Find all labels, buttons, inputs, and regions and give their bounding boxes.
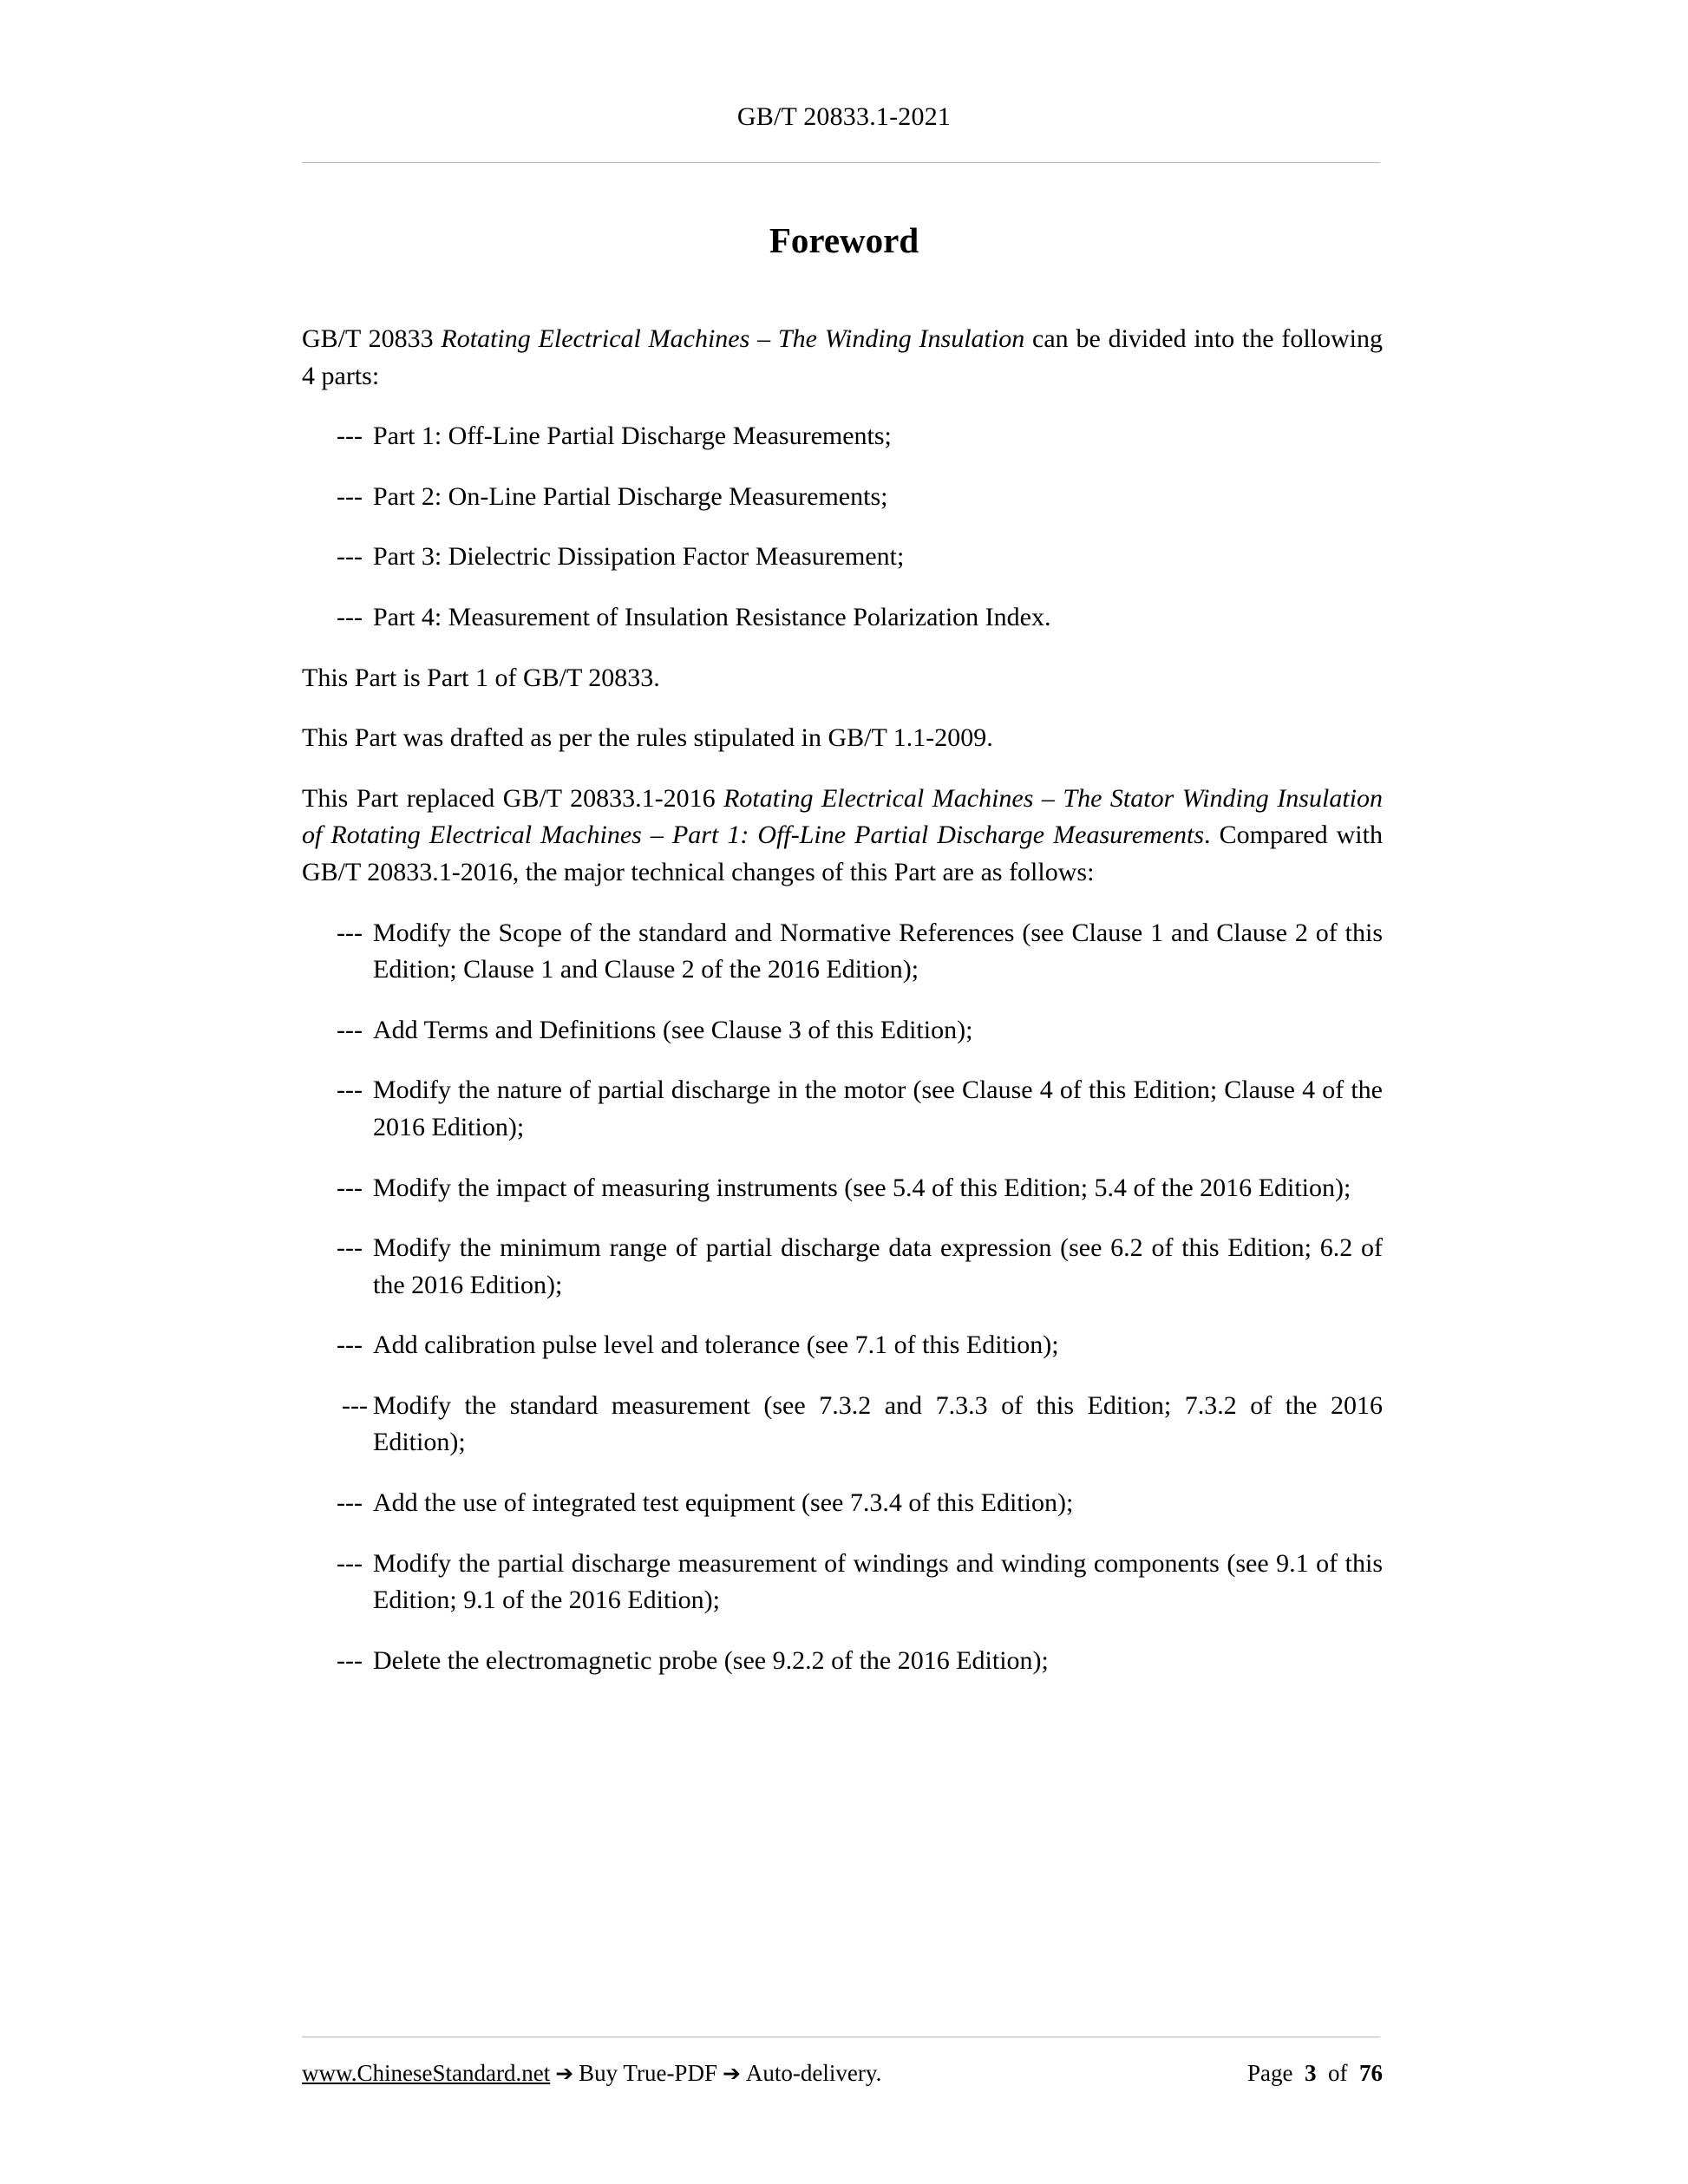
list-item-lead: --- — [337, 542, 363, 572]
list-item-lead: --- — [337, 1076, 363, 1105]
intro-prefix: GB/T 20833 — [302, 324, 442, 353]
list-item-text: Part 2: On-Line Partial Discharge Measurements; — [373, 481, 888, 511]
list-item-lead: --- — [337, 602, 363, 631]
list-item — [337, 1643, 1383, 1680]
list-item-lead: --- — [337, 1173, 363, 1202]
list-item — [337, 539, 1383, 576]
list-item-text: Add Terms and Definitions (see Clause 3 of this Edition); — [373, 1015, 973, 1044]
replacement-suffix: . Compared with GB/T 20833.1-2016, the major technical changes of this Part are as follows: — [302, 821, 1383, 886]
list-item-lead: --- — [337, 422, 363, 451]
list-item-lead: --- — [337, 1548, 363, 1578]
list-item-lead: --- — [337, 1331, 363, 1360]
list-item — [337, 1546, 1383, 1619]
statement-rules: This Part was drafted as per the rules stipulated in GB/T 1.1-2009. — [302, 723, 993, 753]
list-item-text: Delete the electromagnetic probe (see 9.2.2 of the 2016 Edition); — [373, 1645, 1049, 1675]
list-item-text: Add the use of integrated test equipment (see 7.3.4 of this Edition); — [373, 1488, 1074, 1518]
statement-part: This Part is Part 1 of GB/T 20833. — [302, 663, 660, 692]
intro-paragraph — [302, 321, 1383, 395]
list-item — [337, 1485, 1383, 1522]
footer-promo — [302, 2060, 881, 2087]
of-label: of — [1328, 2060, 1348, 2086]
header-divider — [302, 162, 1380, 163]
list-item — [337, 1170, 1383, 1207]
replacement-italic-title: Rotating Electrical Machines – The Stator Winding Insulation of Rotating Electrical Machines – Part 1: Off-Line Partial Discharge Measurements — [302, 783, 1383, 850]
list-item-text: Modify the minimum range of partial discharge data expression (see 6.2 of this Edition; 6.2 of the 2016 Edition); — [373, 1233, 1383, 1299]
page-label: Page — [1247, 2060, 1293, 2086]
list-item-lead: --- — [337, 1015, 363, 1044]
website-link[interactable]: www.ChineseStandard.net — [302, 2060, 551, 2086]
list-item-lead: --- — [337, 918, 363, 947]
list-item — [337, 1012, 1383, 1049]
list-item — [337, 1072, 1383, 1146]
intro-italic-title: Rotating Electrical Machines – The Winding Insulation — [441, 324, 1025, 353]
list-item — [337, 1388, 1383, 1461]
page-title: Foreword — [769, 220, 919, 260]
page-total: 76 — [1359, 2060, 1383, 2086]
standard-id: GB/T 20833.1-2021 — [736, 102, 952, 131]
replacement-prefix: This Part replaced GB/T 20833.1-2016 — [302, 783, 724, 813]
list-item — [337, 479, 1383, 516]
document-body — [302, 321, 1383, 1703]
list-item — [337, 915, 1383, 989]
arrow-right-icon: ➔ — [555, 2061, 574, 2086]
buy-label: Buy True-PDF — [579, 2060, 717, 2086]
page-number: 3 — [1305, 2060, 1317, 2086]
arrow-right-icon: ➔ — [722, 2061, 741, 2086]
list-item-text: Modify the impact of measuring instruments (see 5.4 of this Edition; 5.4 of the 2016 Edition); — [373, 1173, 1351, 1202]
list-item-text: Part 1: Off-Line Partial Discharge Measurements; — [373, 422, 892, 451]
list-item — [337, 599, 1383, 637]
intro-suffix: can be divided into the following 4 parts: — [302, 324, 1383, 390]
page-footer — [302, 2060, 1383, 2087]
list-item — [337, 1327, 1383, 1364]
list-item-text: Part 4: Measurement of Insulation Resistance Polarization Index. — [373, 602, 1051, 631]
list-item-text: Modify the Scope of the standard and Normative References (see Clause 1 and Clause 2 of this Edition; Clause 1 and Clause 2 of the 2016 Edition); — [373, 918, 1383, 984]
list-item-text: Part 3: Dielectric Dissipation Factor Measurement; — [373, 542, 905, 572]
list-item-lead: --- — [337, 1645, 363, 1675]
list-item-text: Add calibration pulse level and tolerance (see 7.1 of this Edition); — [373, 1331, 1059, 1360]
list-item — [337, 418, 1383, 455]
list-item-lead: --- — [337, 481, 363, 511]
list-item-text: Modify the nature of partial discharge in the motor (see Clause 4 of this Edition; Clause 4 of the 2016 Edition); — [373, 1076, 1383, 1141]
list-item-lead: --- — [337, 1233, 363, 1263]
page-number-block — [1247, 2060, 1383, 2087]
page-header — [0, 102, 1688, 132]
replacement-paragraph — [302, 781, 1383, 892]
list-item-lead: --- — [337, 1488, 363, 1518]
list-item-lead: --- — [342, 1390, 368, 1420]
list-item — [337, 1230, 1383, 1304]
list-item-text: Modify the standard measurement (see 7.3.2 and 7.3.3 of this Edition; 7.3.2 of the 2016 Edition); — [373, 1390, 1383, 1457]
delivery-label: Auto-delivery. — [745, 2060, 882, 2086]
list-item-text: Modify the partial discharge measurement of windings and winding components (see 9.1 of this Edition; 9.1 of the 2016 Edition); — [373, 1548, 1383, 1615]
